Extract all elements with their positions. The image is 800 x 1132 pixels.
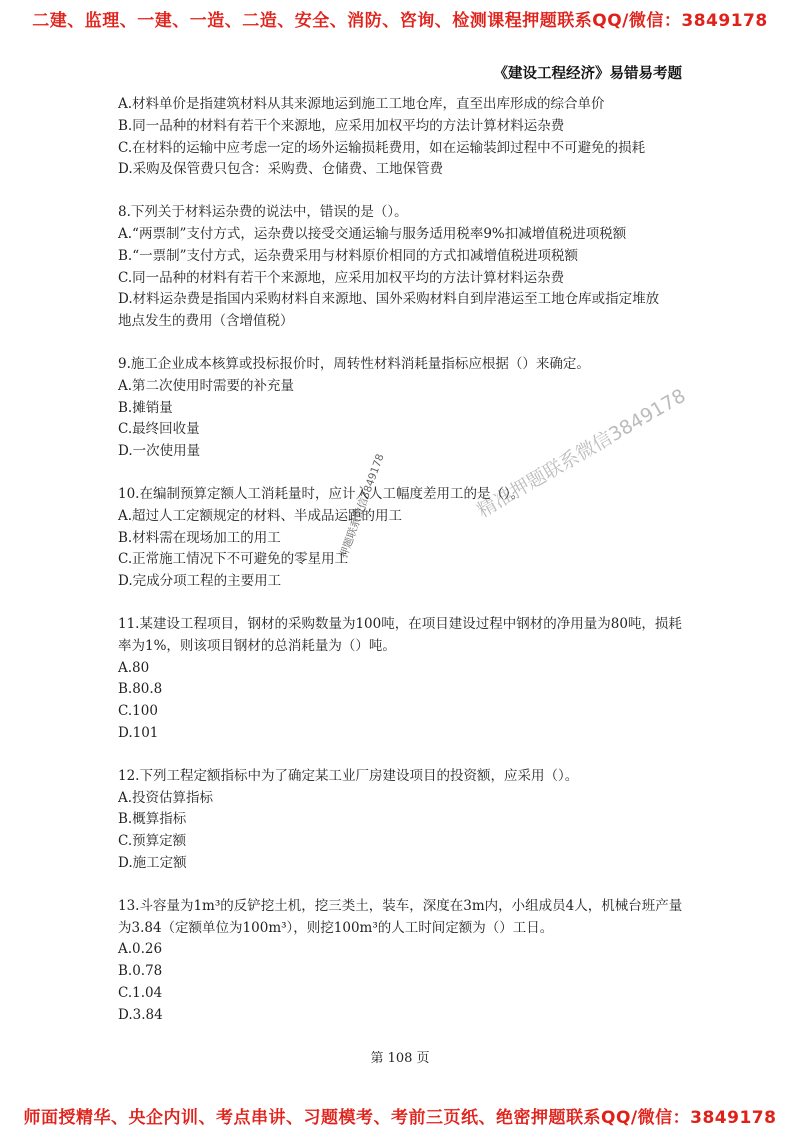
option-b: B.80.8: [118, 681, 163, 698]
question-stem: 13.斗容量为1m³的反铲挖土机，挖三类土，装车，深度在3m内，小组成员4人，机械台班产量为3.84（定额单位为100m³），则挖100m³的人工时间定额为（）工日。: [118, 897, 683, 936]
question-10: [118, 484, 690, 593]
option-d: D.采购及保管费只包含：采购费、仓储费、工地保管费: [118, 161, 444, 178]
document-title: 《建设工程经济》易错易考题: [493, 65, 682, 82]
option-c: C.100: [118, 703, 158, 720]
option-b: B.概算指标: [118, 811, 187, 828]
option-c: C.在材料的运输中应考虑一定的场外运输损耗费用，如在运输装卸过程中不可避免的损耗: [118, 139, 646, 156]
question-11: [118, 614, 690, 745]
question-stem: 12.下列工程定额指标中为了确定某工业厂房建设项目的投资额，应采用（）。: [118, 767, 579, 784]
question-12: [118, 766, 690, 875]
page-content: [118, 94, 690, 1047]
option-d: D.3.84: [118, 1006, 163, 1023]
page-number: 第 108 页: [370, 1051, 430, 1066]
question-8: [118, 202, 690, 333]
option-b: B.摊销量: [118, 399, 173, 416]
option-c: C.1.04: [118, 984, 163, 1001]
bottom-banner: 师面授精华、央企内训、考点串讲、习题模考、考前三页纸、绝密押题联系QQ/微信：3849178: [23, 1108, 777, 1128]
question-stem: 9.施工企业成本核算或投标报价时，周转性材料消耗量指标应根据（）来确定。: [118, 355, 590, 372]
option-b: B.材料需在现场加工的用工: [118, 529, 281, 546]
option-a: A.第二次使用时需要的补充量: [118, 377, 295, 394]
option-c: C.正常施工情况下不可避免的零星用工: [118, 551, 349, 568]
option-c: C.最终回收量: [118, 421, 200, 438]
option-d: D.材料运杂费是指国内采购材料自来源地、国外采购材料自到岸港运至工地仓库或指定堆放: [118, 291, 660, 308]
question-stem: 8.下列关于材料运杂费的说法中，错误的是（）。: [118, 204, 408, 221]
previous-question-options: [118, 94, 690, 181]
option-d: D.完成分项工程的主要用工: [118, 573, 282, 590]
option-b: B.同一品种的材料有若干个来源地，应采用加权平均的方法计算材料运杂费: [118, 117, 565, 134]
option-a: A.80: [118, 659, 150, 676]
question-stem: 10.在编制预算定额人工消耗量时，应计入人工幅度差用工的是（）。: [118, 485, 525, 502]
option-c: C.同一品种的材料有若干个来源地，应采用加权平均的方法计算材料运杂费: [118, 269, 565, 286]
option-d-continued: 地点发生的费用（含增值税）: [118, 313, 294, 330]
option-a: A.投资估算指标: [118, 789, 214, 806]
option-c: C.预算定额: [118, 833, 187, 850]
question-stem: 11.某建设工程项目，钢材的采购数量为100吨，在项目建设过程中钢材的净用量为80吨，损耗率为1%，则该项目钢材的总消耗量为（）吨。: [118, 615, 682, 654]
option-d: D.一次使用量: [118, 443, 201, 460]
question-13: [118, 896, 690, 1027]
option-b: B.0.78: [118, 963, 163, 980]
option-a: A.超过人工定额规定的材料、半成品运距的用工: [118, 507, 403, 524]
option-d: D.施工定额: [118, 854, 187, 871]
option-d: D.101: [118, 724, 159, 741]
top-banner: 二建、监理、一建、一造、二造、安全、消防、咨询、检测课程押题联系QQ/微信：3849178: [32, 11, 768, 31]
option-a: A.0.26: [118, 941, 163, 958]
watermark: 押题联系微信3849178: [337, 452, 387, 560]
option-a: A.材料单价是指建筑材料从其来源地运到施工工地仓库，直至出库形成的综合单价: [118, 96, 605, 112]
watermark: 精准押题联系微信3849178: [473, 384, 690, 523]
option-b: B.“一票制”支付方式，运杂费采用与材料原价相同的方式扣减增值税进项税额: [118, 247, 579, 264]
option-a: A.“两票制”支付方式，运杂费以接受交通运输与服务适用税率9%扣减增值税进项税额: [118, 225, 627, 242]
